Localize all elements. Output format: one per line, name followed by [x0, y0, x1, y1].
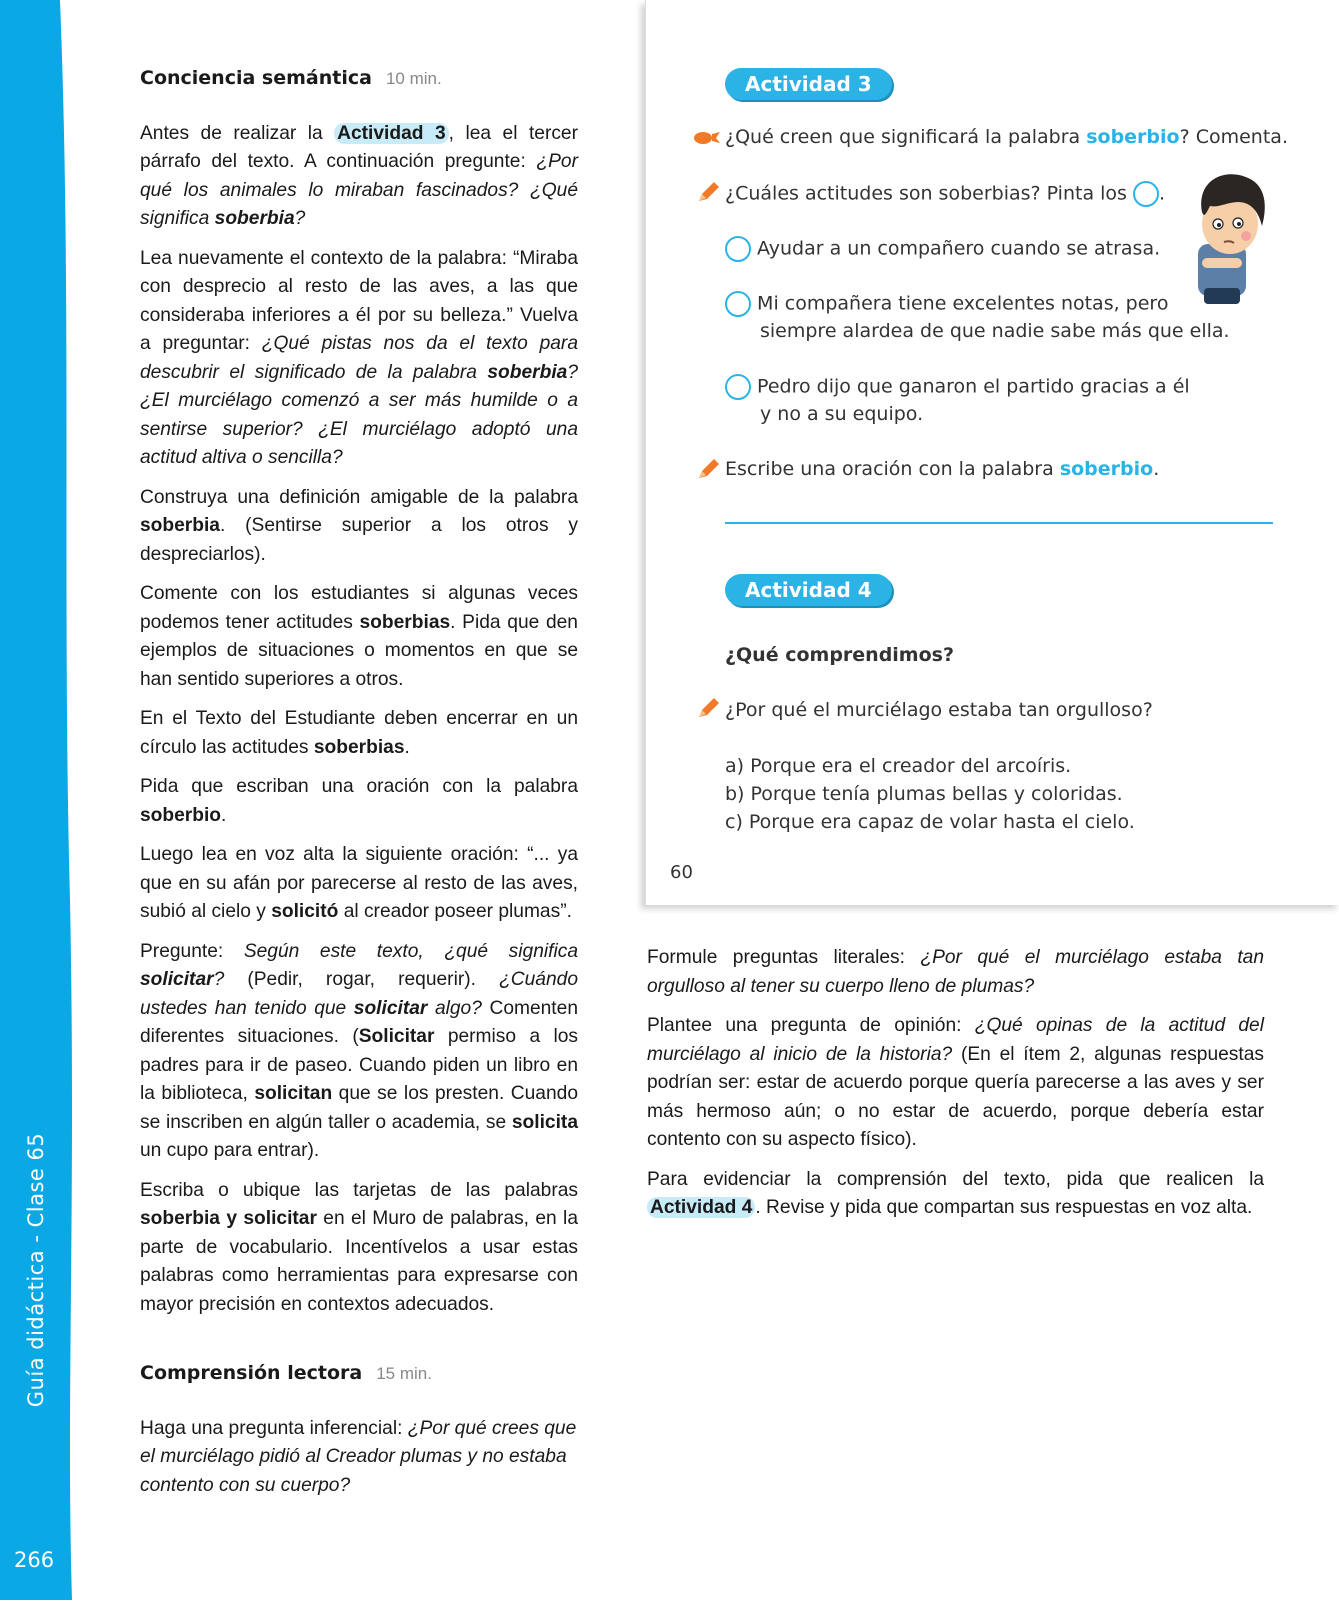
- option-3-cont: y no a su equipo.: [760, 403, 924, 425]
- section-title: Comprensión lectora: [140, 1362, 363, 1384]
- question-1: ¿Qué creen que significará la palabra soberbio? Comenta.: [725, 126, 1288, 148]
- paragraph: Pregunte: Según este texto, ¿qué significa solicitar? (Pedir, rogar, requerir). ¿Cuándo ustedes han tenido que solicitar algo? Comenten diferentes situaciones. (Solicitar permiso a los padres para ir de paseo. Cuando piden un libro en la biblioteca, solicitan que se los presten. Cuando se inscriben en algún taller o academia, se solicita un cupo para entrar).: [140, 940, 579, 1161]
- paragraph: Antes de realizar la Actividad 3 , lea el tercer párrafo del texto. A continuación pregunte: ¿Por qué los animales lo miraban fascinados? ¿Qué significa soberbia?: [140, 122, 578, 229]
- paragraph: Lea nuevamente el contexto de la palabra: “Miraba con desprecio al resto de las aves, a las que consideraba inferiores a él por su belleza.” Vuelva a preguntar: ¿Qué pistas nos da el texto para descubrir el significado de la palabra soberbia? ¿El murciélago comenzó a ser más humilde o a sentirse superior? ¿El murciélago adoptó una actitud altiva o sencilla?: [140, 247, 578, 468]
- activity-highlight: Actividad 4: [647, 1197, 755, 1218]
- circle-icon[interactable]: [725, 291, 751, 317]
- question-2: ¿Cuáles actitudes son soberbias? Pinta los .: [725, 181, 1165, 207]
- circle-icon[interactable]: [725, 236, 751, 262]
- answer-line[interactable]: [725, 522, 1273, 524]
- speech-icon: [692, 128, 722, 148]
- section-time: 10 min.: [385, 69, 442, 88]
- paragraph: Pida que escriban una oración con la palabra soberbio.: [140, 776, 578, 826]
- panel-page-number: 60: [670, 862, 693, 883]
- activity-3-badge: Actividad 3: [725, 68, 892, 100]
- pencil-icon: [696, 457, 722, 481]
- paragraph: Comente con los estudiantes si algunas veces podemos tener actitudes soberbias. Pida que den ejemplos de situaciones o momentos en que se han sentido superiores a otros.: [140, 583, 578, 690]
- paragraph: Luego lea en voz alta la siguiente oración: “... ya que en su afán por parecerse al resto de las aves, subió al cielo y solicitó al creador poseer plumas”.: [140, 844, 578, 922]
- option-1: Ayudar a un compañero cuando se atrasa.: [725, 236, 1160, 262]
- paragraph: Plantee una pregunta de opinión: ¿Qué opinas de la actitud del murciélago al inicio de la historia? (En el ítem 2, algunas respuestas podrían ser: estar de acuerdo porque quería parecerse a las aves y ser más hermoso aún; o no estar de acuerdo, porque debería estar contento con su aspecto físico).: [647, 1015, 1264, 1150]
- activity-4-badge: Actividad 4: [725, 574, 892, 606]
- thinking-boy-illustration: [1188, 166, 1278, 311]
- paragraph: Formule preguntas literales: ¿Por qué el murciélago estaba tan orgulloso al tener su cuerpo lleno de plumas?: [647, 947, 1265, 997]
- answer-b: b) Porque tenía plumas bellas y coloridas.: [725, 783, 1123, 805]
- question-4: ¿Por qué el murciélago estaba tan orgulloso?: [725, 699, 1153, 721]
- answer-c: c) Porque era capaz de volar hasta el cielo.: [725, 811, 1135, 833]
- paragraph: Para evidenciar la comprensión del texto, pida que realicen la Actividad 4 . Revise y pida que compartan sus respuestas en voz alta.: [647, 1168, 1264, 1218]
- left-column: [140, 64, 578, 1511]
- section-heading: [140, 1359, 578, 1389]
- section-time: 15 min.: [376, 1364, 432, 1383]
- circle-icon[interactable]: [725, 374, 751, 400]
- option-3: Pedro dijo que ganaron el partido gracias a él: [725, 374, 1190, 400]
- paragraph: Escriba o ubique las tarjetas de las palabras soberbia y solicitar en el Muro de palabras, en la parte de vocabulario. Incentívelos a usar estas palabras como herramientas para expresarse con mayor precisión en contextos adecuados.: [140, 1179, 578, 1315]
- right-column: [647, 944, 1264, 1234]
- section-heading: [140, 64, 578, 94]
- option-2-cont: siempre alardea de que nadie sabe más que ella.: [760, 320, 1230, 342]
- answer-a: a) Porque era el creador del arcoíris.: [725, 755, 1072, 777]
- question-3: Escribe una oración con la palabra soberbio.: [725, 458, 1160, 480]
- circle-icon: [1133, 181, 1159, 207]
- pencil-icon: [696, 696, 722, 720]
- option-2: Mi compañera tiene excelentes notas, pero: [725, 291, 1168, 317]
- paragraph: Construya una definición amigable de la palabra soberbia. (Sentirse superior a los otros y despreciarlos).: [140, 486, 578, 565]
- paragraph: En el Texto del Estudiante deben encerrar en un círculo las actitudes soberbias.: [140, 708, 578, 758]
- sidebar-label: Guía didáctica - Clase 65: [24, 1132, 48, 1408]
- page-number: 266: [14, 1548, 55, 1572]
- paragraph: Haga una pregunta inferencial: ¿Por qué crees que el murciélago pidió al Creador plumas y no estaba contento con su cuerpo?: [140, 1417, 577, 1496]
- activity-highlight: Actividad 3: [334, 123, 449, 144]
- pencil-icon: [696, 180, 722, 204]
- section-title: Conciencia semántica: [140, 67, 372, 89]
- activity-4-subtitle: ¿Qué comprendimos?: [725, 644, 954, 666]
